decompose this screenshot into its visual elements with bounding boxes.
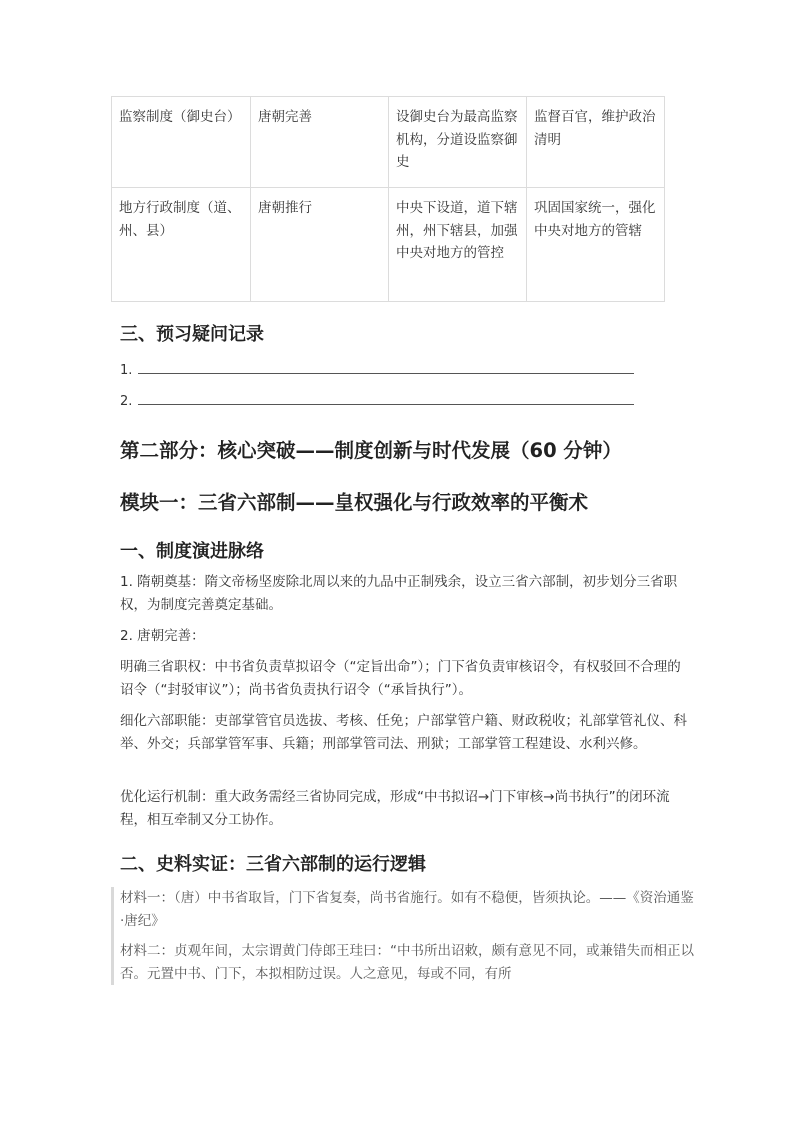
table-cell: 中央下设道，道下辖州，州下辖县，加强中央对地方的管控 bbox=[389, 188, 527, 302]
table-row bbox=[112, 188, 665, 302]
paragraph: 1. 隋朝奠基：隋文帝杨坚废除北周以来的九品中正制残余，设立三省六部制，初步划分三省职权，为制度完善奠定基础。 bbox=[120, 574, 678, 613]
paragraph: 细化六部职能：吏部掌管官员选拔、考核、任免；户部掌管户籍、财政税收；礼部掌管礼仪、科举、外交；兵部掌管军事、兵籍；刑部掌管司法、刑狱；工部掌管工程建设、水利兴修。 bbox=[120, 713, 687, 752]
table-cell: 唐朝完善 bbox=[251, 97, 389, 188]
question-blank-1 bbox=[120, 362, 634, 378]
source-material-2: 材料二：贞观年间，太宗谓黄门侍郎王珪曰：“中书所出诏敕，颇有意见不同，或兼错失而相正以否。元置中书、门下，本拟相防过误。人之意见，每或不同，有所 bbox=[120, 943, 694, 982]
answer-line bbox=[138, 393, 634, 405]
table-cell: 巩固国家统一，强化中央对地方的管辖 bbox=[527, 188, 665, 302]
section-heading: 二、史料实证：三省六部制的运行逻辑 bbox=[120, 854, 426, 875]
paragraph: 明确三省职权：中书省负责草拟诏令（“定旨出命”）；门下省负责审核诏令，有权驳回不合理的诏令（“封驳审议”）；尚书省负责执行诏令（“承旨执行”）。 bbox=[120, 659, 681, 698]
question-number: 2. bbox=[120, 394, 133, 409]
source-material-1: 材料一：（唐）中书省取旨，门下省复奏，尚书省施行。如有不稳便，皆须执论。——《资治通鉴·唐纪》 bbox=[120, 890, 694, 929]
source-quote-block bbox=[111, 887, 697, 985]
section-heading: 一、制度演进脉络 bbox=[120, 541, 264, 562]
table-cell: 监察制度（御史台） bbox=[112, 97, 251, 188]
paragraph: 2. 唐朝完善： bbox=[120, 628, 205, 644]
table-row bbox=[112, 97, 665, 188]
table-cell: 设御史台为最高监察机构，分道设监察御史 bbox=[389, 97, 527, 188]
question-blank-2 bbox=[120, 393, 634, 409]
table-cell: 地方行政制度（道、州、县） bbox=[112, 188, 251, 302]
module-heading: 模块一：三省六部制——皇权强化与行政效率的平衡术 bbox=[120, 491, 589, 514]
system-table bbox=[111, 96, 665, 302]
table-cell: 唐朝推行 bbox=[251, 188, 389, 302]
part-heading: 第二部分：核心突破——制度创新与时代发展（60 分钟） bbox=[120, 439, 622, 462]
question-number: 1. bbox=[120, 363, 133, 378]
table-cell: 监督百官，维护政治清明 bbox=[527, 97, 665, 188]
answer-line bbox=[138, 362, 634, 374]
paragraph: 优化运行机制：重大政务需经三省协同完成，形成“中书拟诏→门下审核→尚书执行”的闭环流程，相互牵制又分工协作。 bbox=[120, 789, 670, 828]
section-heading: 三、预习疑问记录 bbox=[120, 324, 264, 345]
